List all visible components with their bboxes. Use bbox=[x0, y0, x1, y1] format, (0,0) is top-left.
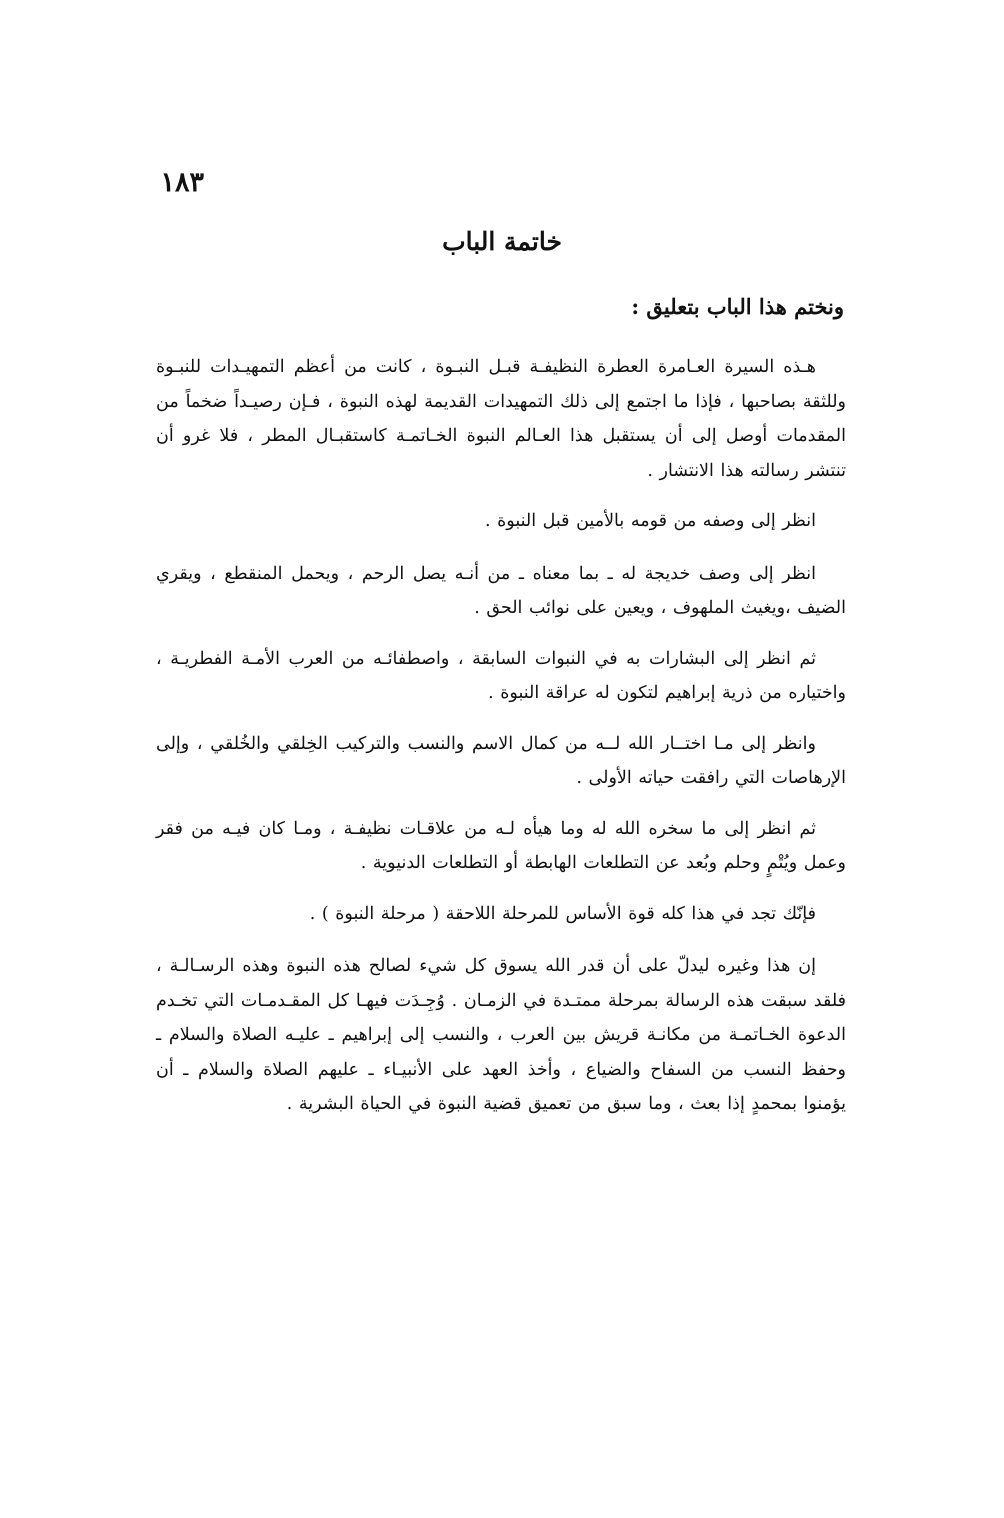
paragraph-3: انظر إلى وصف خديجة له ـ بما معناه ـ من أنـه يصل الرحم ، ويحمل المنقطع ، ويقري الضيف ،ويغيث الملهوف ، ويعين على نوائب الحق . bbox=[156, 563, 846, 618]
paragraph-6: ثم انظر إلى ما سخره الله له وما هيأه لـه من علاقـات نظيفـة ، ومـا كان فيـه من فقر وعمل ويُتْمٍ وحلم وبُعد عن التطلعات الهابطة أو التطلعات الدنيوية . bbox=[156, 818, 846, 873]
body-text bbox=[156, 350, 846, 1138]
section-intro: ونختم هذا الباب بتعليق : bbox=[631, 294, 844, 319]
paragraph-7: فإنّك تجد في هذا كله قوة الأساس للمرحلة اللاحقة ( مرحلة النبوة ) . bbox=[309, 903, 816, 924]
chapter-heading: خاتمة الباب bbox=[442, 227, 562, 256]
paragraph-1: هـذه السيرة العـامرة العطرة النظيفـة قبـل النبـوة ، كانت من أعظم التمهيـدات للنبـوة وللثقة بصاحبها ، فإذا ما اجتمع إلى ذلك التمهيدات القديمة لهذه النبوة ، فـإن رصيـداً ضخماً من المقدمات أوصل إلى أن يستقبل هذا العـالم النبوة الخـاتمـة كاستقبـال المطر ، فلا غرو أن تنتشر رسالته هذا الانتشار . bbox=[156, 357, 846, 481]
paragraph-4: ثم انظر إلى البشارات به في النبوات السابقة ، واصطفائـه من العرب الأمـة الفطريـة ، واختياره من ذرية إبراهيم لتكون له عراقة النبوة . bbox=[156, 648, 846, 703]
paragraph-8: إن هذا وغيره ليدلّ على أن قدر الله يسوق كل شيء لصالح هذه النبوة وهذه الرسـالـة ، فلقد سبقت هذه الرسالة بمرحلة ممتـدة في الزمـان . وُجِـدَت فيهـا كل المقـدمـات التي تخـدم الدعوة الخـاتمـة من مكانـة قريش بين العرب ، والنسب إلى إبراهيم ـ عليـه الصلاة والسلام ـ وحفظ النسب من السفاح والضياع ، وأخذ العهد على الأنبيـاء ـ عليهم الصلاة والسلام ـ أن يؤمنوا بمحمدٍ إذا بعث ، وما سبق من تعميق قضية النبوة في الحياة البشرية . bbox=[156, 956, 846, 1114]
paragraph-2: انظر إلى وصفه من قومه بالأمين قبل النبوة . bbox=[484, 511, 816, 531]
paragraph-5: وانظر إلى مـا اختــار الله لــه من كمال الاسم والنسب والتركيب الخِلقي والخُلقي ، وإلى الإرهاصات التي رافقت حياته الأولى . bbox=[156, 733, 846, 788]
page-number: ١٨٣ bbox=[160, 167, 204, 198]
